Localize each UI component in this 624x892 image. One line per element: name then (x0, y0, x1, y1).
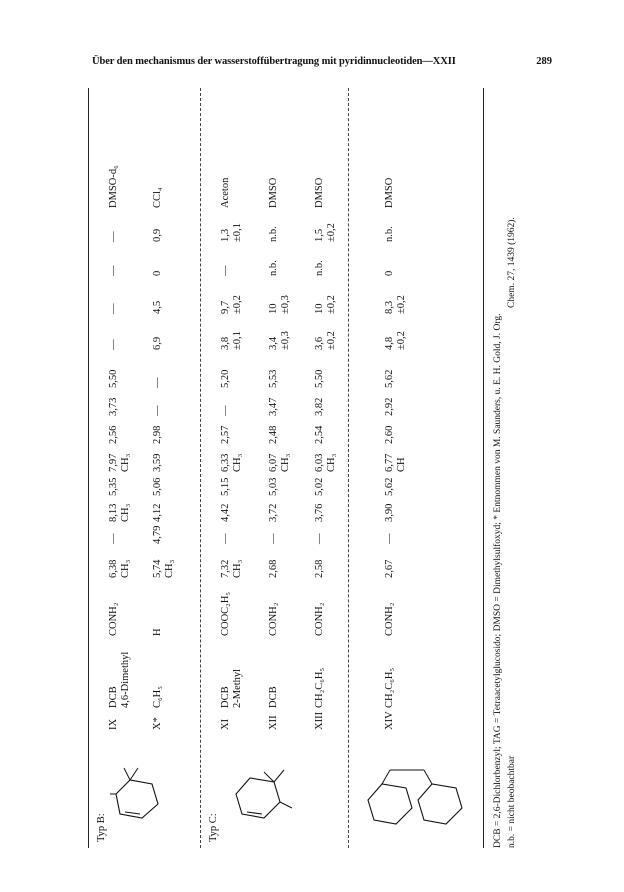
table-cell-c9: — (108, 339, 119, 350)
table-cell-c10: — (108, 303, 119, 314)
table-cell-c2: — (384, 533, 395, 544)
table-cell-c9: 3,6 (314, 336, 325, 350)
table-cell-c11: n.b. (268, 260, 279, 276)
table-cell-r2: H (152, 628, 163, 636)
table-cell-c3: 3,90 (384, 503, 395, 522)
table-cell-c12: — (108, 231, 119, 242)
table-cell-c7: 2,92 (384, 397, 395, 416)
table-cell-c1: 2,68 (268, 559, 279, 578)
table-cell-r2: CONH₂ (268, 602, 279, 636)
table-cell-c6: 2,57 (220, 425, 231, 444)
table-cell-c11: 0 (152, 270, 163, 276)
table-cell-c12: n.b. (268, 226, 279, 242)
table-cell-c5-sub: CH₃ (326, 453, 337, 472)
table-cell-c4: 5,03 (268, 477, 279, 496)
running-header (92, 56, 552, 72)
table-cell-c10: 9,7 (220, 300, 231, 314)
table-cell-c12: n.b. (384, 226, 395, 242)
table-cell-c7: 3,47 (268, 397, 279, 416)
table-cell-c10-sub: ±0,2 (232, 295, 243, 314)
table-cell-c10: 10 (268, 303, 279, 314)
table-cell-c2: — (220, 533, 231, 544)
table-cell-c6: 2,60 (384, 425, 395, 444)
table-cell-c12-sub: ±0,1 (232, 223, 243, 242)
table-cell-solvent: DMSO (268, 177, 279, 208)
table-cell-c1: 6,38 (108, 559, 119, 578)
table-cell-r1: DCB (108, 686, 119, 708)
table-cell-c5-sub: CH₃ (280, 453, 291, 472)
table-bottom-rule (483, 88, 484, 848)
table-cell-c1: 7,32 (220, 559, 231, 578)
table-cell-id: X* (152, 717, 163, 730)
table-cell-c4: 5,15 (220, 477, 231, 496)
table-cell-c11: 0 (384, 270, 395, 276)
table-cell-c2: — (108, 533, 119, 544)
dimer-structure (360, 730, 480, 840)
table-cell-c9-sub: ±0,1 (232, 331, 243, 350)
table-cell-c1: 5,74 (152, 559, 163, 578)
table-cell-c3-sub: CH₃ (120, 503, 131, 522)
table-cell-c10: 4,5 (152, 300, 163, 314)
table-cell-solvent: Aceton (220, 177, 231, 208)
table-cell-r1: DCB (220, 686, 231, 708)
table-cell-c5: 7,97 (108, 453, 119, 472)
table-cell-c11: — (108, 265, 119, 276)
dihydropyridine-structure-c (228, 754, 318, 834)
table-cell-r1-sub: 2-Methyl (232, 668, 243, 708)
table-cell-c7: — (152, 405, 163, 416)
table-cell-solvent: DMSO (384, 177, 395, 208)
table-cell-c5: 6,07 (268, 453, 279, 472)
table-cell-c12: 0,9 (152, 228, 163, 242)
section-divider (348, 88, 349, 848)
table-cell-c10: 8,3 (384, 300, 395, 314)
table-cell-c10-sub: ±0,2 (326, 295, 337, 314)
table-cell-r2: CONH₂ (108, 602, 119, 636)
table-top-rule (88, 88, 89, 848)
table-cell-c3: 8,13 (108, 503, 119, 522)
table-cell-id: XI (220, 718, 231, 730)
table-cell-id: IX (108, 718, 119, 730)
table-cell-r1-sub: 4,6-Dimethyl (120, 651, 131, 708)
table-cell-c7: 3,82 (314, 397, 325, 416)
table-cell-c1: 2,67 (384, 559, 395, 578)
section-label-typ-b: Typ B: (96, 813, 107, 842)
table-cell-c8: 5,20 (220, 369, 231, 388)
footnote-line-2: n.b. = nicht beobachtbar (507, 755, 517, 848)
table-cell-c10: 10 (314, 303, 325, 314)
page-number: 289 (536, 56, 552, 67)
table-cell-c3: 3,76 (314, 503, 325, 522)
table-cell-c9-sub: ±0,2 (326, 331, 337, 350)
table-cell-c3: 3,72 (268, 503, 279, 522)
table-cell-c3: 4,42 (220, 503, 231, 522)
table-cell-c5: 6,77 (384, 453, 395, 472)
footnote-line-3: Chem. 27, 1439 (1962). (507, 217, 517, 308)
dihydropyridine-structure-b (110, 758, 190, 834)
table-cell-c1-sub: CH₃ (120, 559, 131, 578)
table-cell-c5: 6,03 (314, 453, 325, 472)
table-cell-c5-sub: CH₃ (232, 453, 243, 472)
table-cell-c5: 6,33 (220, 453, 231, 472)
table-cell-c6: 2,48 (268, 425, 279, 444)
table-cell-c9-sub: ±0,2 (396, 331, 407, 350)
table-cell-c1-sub: CH₃ (164, 559, 175, 578)
table-cell-c8: 5,50 (108, 369, 119, 388)
table-cell-c5-sub: CH₃ (120, 453, 131, 472)
table-cell-r1: DCB (268, 686, 279, 708)
table-cell-c4: 5,35 (108, 477, 119, 496)
table-cell-solvent: DMSO-d₆ (108, 165, 119, 208)
table-cell-c8: 5,62 (384, 369, 395, 388)
section-divider (200, 88, 201, 848)
table-cell-r1: C₆H₅ (152, 686, 163, 708)
table-cell-id: XIV (384, 711, 395, 730)
table-cell-c2: — (268, 533, 279, 544)
table-cell-c3: 4,12 (152, 503, 163, 522)
table-cell-solvent: CCl₄ (152, 187, 163, 208)
table-cell-c11: n.b. (314, 260, 325, 276)
table-cell-c6: 2,56 (108, 425, 119, 444)
section-label-typ-c: Typ C: (208, 813, 219, 842)
table-cell-r2: CONH₂ (314, 602, 325, 636)
table-cell-c6: 2,54 (314, 425, 325, 444)
table-cell-c9: 3,4 (268, 336, 279, 350)
table-cell-c12-sub: ±0,2 (326, 223, 337, 242)
table-cell-c2: 4,79 (152, 525, 163, 544)
table-cell-c7: — (220, 405, 231, 416)
rotated-table (88, 88, 548, 848)
table-cell-c2: — (314, 533, 325, 544)
table-cell-c7: 3,73 (108, 397, 119, 416)
table-cell-r1: CH₂C₆H₅ (314, 667, 325, 708)
table-cell-c9-sub: ±0,3 (280, 331, 291, 350)
table-cell-c5: 3,59 (152, 453, 163, 472)
table-cell-c10-sub: ±0,3 (280, 295, 291, 314)
table-cell-c9: 4,8 (384, 336, 395, 350)
table-cell-id: XIII (314, 711, 325, 730)
table-cell-c8: — (152, 377, 163, 388)
table-cell-c12: 1,3 (220, 228, 231, 242)
table-cell-r2: CONH₂ (384, 602, 395, 636)
table-cell-id: XII (268, 715, 279, 730)
table-cell-c4: 5,62 (384, 477, 395, 496)
table-cell-r1: CH₂C₆H₅ (384, 667, 395, 708)
table-cell-r2: COOC₂H₅ (220, 591, 231, 636)
table-cell-c1: 2,58 (314, 559, 325, 578)
table-cell-c8: 5,53 (268, 369, 279, 388)
table-cell-c10-sub: ±0,2 (396, 295, 407, 314)
table-cell-c1-sub: CH₃ (232, 559, 243, 578)
table-cell-c9: 3,8 (220, 336, 231, 350)
table-cell-c4: 5,06 (152, 477, 163, 496)
running-title: Über den mechanismus der wasserstoffübertragung mit pyridinnucleotiden—XXII (92, 56, 456, 67)
table-cell-c6: 2,98 (152, 425, 163, 444)
table-cell-solvent: DMSO (314, 177, 325, 208)
footnote-line-1: DCB = 2,6-Dichlorbenzyl; TAG = Tetraacetylglucosido; DMSO = Dimethylsulfoxyd; * Entnommen von M. Saunders, u. E. H. Gold, J. Org. (493, 313, 503, 848)
table-cell-c8: 5,50 (314, 369, 325, 388)
table-cell-c9: 6,9 (152, 336, 163, 350)
table-cell-c5-sub: CH (396, 457, 407, 472)
table-cell-c11: — (220, 265, 231, 276)
table-cell-c4: 5,02 (314, 477, 325, 496)
table-cell-c12: 1,5 (314, 228, 325, 242)
